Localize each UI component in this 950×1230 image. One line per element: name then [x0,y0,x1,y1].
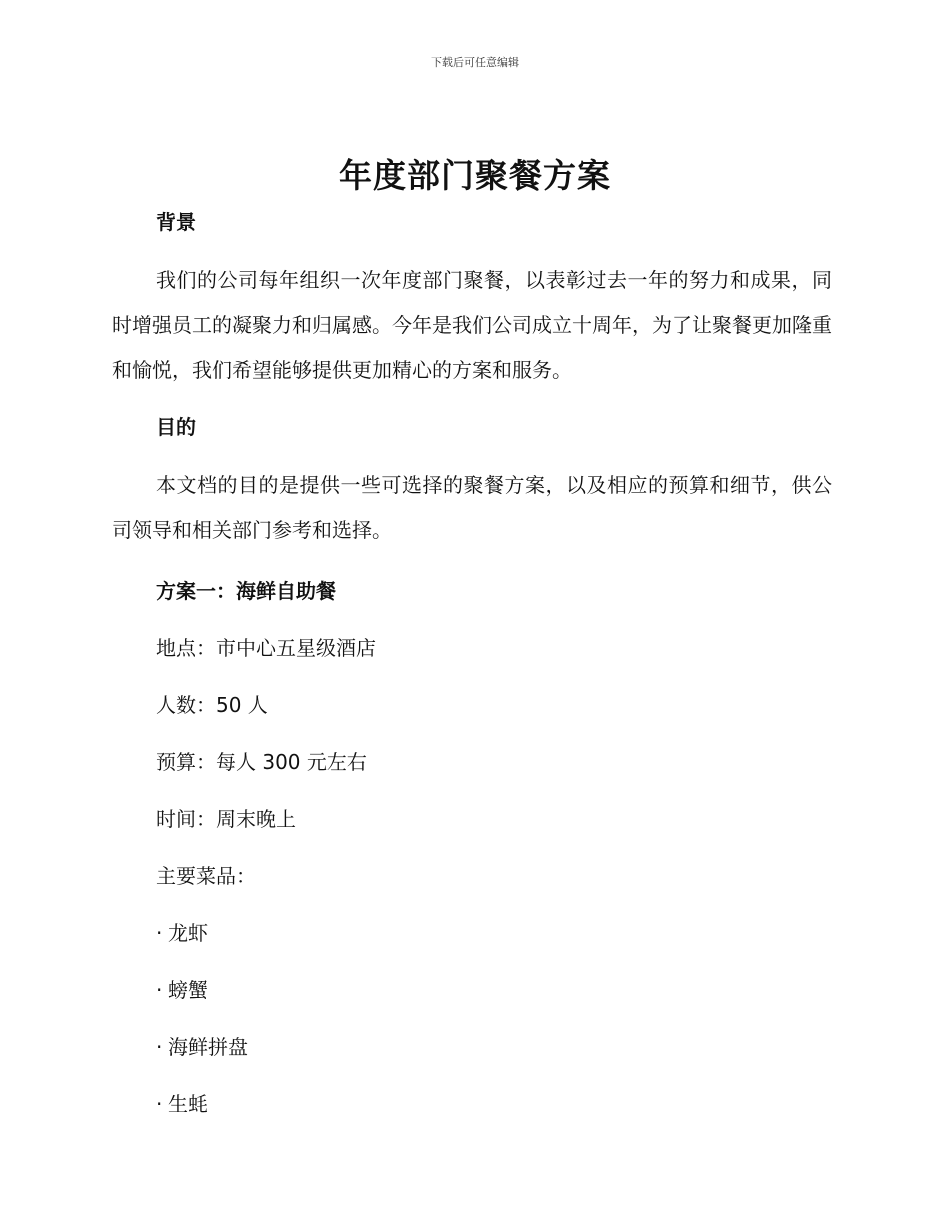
plan-one-heading: 方案一：海鲜自助餐 [156,579,336,603]
bullet-icon: · [156,921,163,945]
plan-one-dishes-label: 主要菜品： [156,864,256,888]
bullet-icon: · [156,978,163,1002]
dish-label: 生蚝 [168,1092,208,1116]
section-heading-background: 背景 [156,210,196,234]
list-item-dish [112,974,832,1006]
document-body [112,200,832,1145]
paragraph-background: 我们的公司每年组织一次年度部门聚餐，以表彰过去一年的努力和成果，同时增强员工的凝聚力和归属感。今年是我们公司成立十周年，为了让聚餐更加隆重和愉悦，我们希望能够提供更加精心的方案和服务。 [112,268,832,382]
section-heading-purpose: 目的 [156,415,196,439]
dish-label: 螃蟹 [168,978,208,1002]
plan-one-budget: 预算：每人 300 元左右 [156,750,367,774]
dish-label: 龙虾 [168,921,208,945]
bullet-icon: · [156,1092,163,1116]
list-item-dish [112,1031,832,1063]
plan-one-people: 人数：50 人 [156,693,268,717]
page-title: 年度部门聚餐方案 [339,156,611,195]
dish-label: 海鲜拼盘 [168,1035,248,1059]
plan-one-time: 时间：周末晚上 [156,807,296,831]
header-note: 下载后可任意编辑 [431,56,519,69]
list-item-dish [112,1088,832,1120]
list-item-dish [112,917,832,949]
bullet-icon: · [156,1035,163,1059]
paragraph-purpose: 本文档的目的是提供一些可选择的聚餐方案，以及相应的预算和细节，供公司领导和相关部门参考和选择。 [112,473,832,542]
plan-one-location: 地点：市中心五星级酒店 [156,636,376,660]
